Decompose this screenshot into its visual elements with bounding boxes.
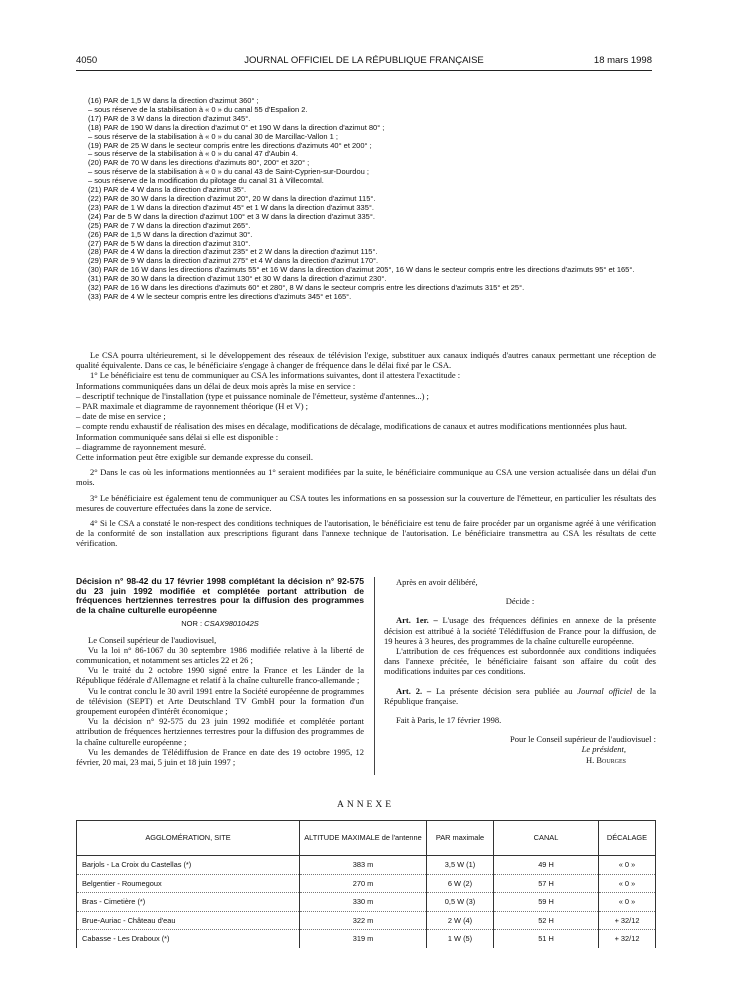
- nor-label: NOR :: [181, 619, 203, 629]
- paragraph: 4° Si le CSA a constaté le non-respect des conditions techniques de l'autorisation, le bénéficiaire est tenu de faire procéder par un organisme agréé à une vérification de la conformité de son installation aux prescriptions figurant dans l'annexe technique de l'autorisation. Le bénéficiaire transmettra au CSA les résultats de cette vérification.: [76, 518, 656, 549]
- article-1: [384, 615, 656, 646]
- altitude-cell: 270 m: [300, 874, 427, 893]
- decalage-cell: « 0 »: [599, 893, 656, 912]
- par-cell: 1 W (5): [427, 930, 494, 948]
- footnote-line: – sous réserve de la stabilisation à « 0 » du canal 47 d'Aubin 4.: [88, 149, 298, 159]
- site-cell: Cabasse - Les Draboux (*): [77, 930, 300, 948]
- paragraph: 3° Le bénéficiaire est également tenu de communiquer au CSA toutes les informations en sa possession sur la couverture de l'émetteur, en particulier les résultats des mesures de couverture effectuées dans la zone de service.: [76, 492, 656, 513]
- site-cell: Brue-Auriac - Château d'eau: [77, 911, 300, 930]
- paragraph: Vu le traité du 2 octobre 1990 signé entre la France et les Länder de la République fédérale d'Allemagne et relatif à la chaîne culturelle franco-allemande ;: [76, 665, 364, 686]
- article-text: de la République française.: [384, 685, 656, 706]
- paragraph: 2° Dans le cas où les informations mentionnées au 1° seraient modifiées par la suite, le bénéficiaire communique au CSA une version actualisée dans un délai d'un mois.: [76, 467, 656, 488]
- annexe-table: [76, 820, 656, 948]
- list-item: – diagramme de rayonnement mesuré.: [76, 441, 207, 452]
- altitude-cell: 330 m: [300, 893, 427, 912]
- list-item: – descriptif technique de l'installation (type et puissance nominale de l'émetteur, système d'antennes...) ;: [76, 390, 429, 401]
- footnote-line: (16) PAR de 1,5 W dans la direction d'azimut 360° ;: [88, 96, 259, 105]
- footnote-line: (28) PAR de 4 W dans la direction d'azimut 235° et 2 W dans la direction d'azimut 115°.: [88, 247, 378, 257]
- paragraph: Après en avoir délibéré,: [396, 577, 478, 587]
- site-cell: Bras - Cimetière (*): [77, 893, 300, 912]
- page-header: [76, 55, 652, 69]
- publication-date: 18 mars 1998: [593, 55, 652, 66]
- par-cell: 2 W (4): [427, 911, 494, 930]
- header-rule: [76, 70, 652, 71]
- site-cell: Barjols - La Croix du Castellas (*): [77, 856, 300, 875]
- footnote-line: (19) PAR de 25 W dans le secteur compris entre les directions d'azimuts 40° et 200° ;: [88, 140, 372, 150]
- paragraph: Vu la loi n° 86-1067 du 30 septembre 1986 modifiée relative à la liberté de communication, et notamment ses articles 22 et 26 ;: [76, 644, 364, 665]
- canal-cell: 52 H: [494, 911, 599, 930]
- footnote-line: (33) PAR de 4 W le secteur compris entre les directions d'azimuts 345° et 165°.: [88, 291, 352, 301]
- journal-reference: Journal officiel: [577, 685, 633, 696]
- signature-role-wrap: [384, 744, 656, 754]
- paragraph: Vu la décision n° 92-575 du 23 juin 1992 modifiée et complétée portant attribution de fréquences hertziennes terrestres pour la diffusion des programmes de la chaîne culturelle européenne ;: [76, 716, 364, 747]
- footnote-line: (31) PAR de 30 W dans la direction d'azimut 130° et 30 W dans la direction d'azimut 230°.: [88, 274, 387, 284]
- footnote-line: (26) PAR de 1,5 W dans la direction d'azimut 30°.: [88, 229, 253, 239]
- footnote-line: – sous réserve de la stabilisation à « 0 » du canal 30 de Marcillac-Vallon 1 ;: [88, 131, 339, 141]
- decalage-cell: « 0 »: [599, 856, 656, 875]
- decalage-cell: + 32/12: [599, 911, 656, 930]
- column-header: DÉCALAGE: [599, 821, 656, 856]
- decalage-cell: « 0 »: [599, 874, 656, 893]
- signature-name: H. Bourges: [585, 754, 626, 765]
- altitude-cell: 319 m: [300, 930, 427, 948]
- paragraph: 1° Le bénéficiaire est tenu de communiquer au CSA les informations suivantes, dont il attestera l'exactitude :: [90, 370, 461, 381]
- paragraph: Cette information peut être exigible sur demande expresse du conseil.: [76, 452, 313, 463]
- paragraph: Le CSA pourra ultérieurement, si le développement des réseaux de télévision l'exige, substituer aux canaux indiqués d'autres canaux permettant une réception de qualité équivalente. Dans ce cas, le bénéficiaire s'engage à changer de fréquence dans le délai fixé par le CSA.: [76, 350, 656, 371]
- table-row: [77, 856, 656, 875]
- column-header: CANAL: [494, 821, 599, 856]
- footnote-line: (20) PAR de 70 W dans les directions d'azimuts 80°, 200° et 320° ;: [88, 158, 310, 168]
- paragraph: Vu les demandes de Télédiffusion de France en date des 19 octobre 1995, 12 février, 20 mai, 23 mai, 5 juin et 18 juin 1997 ;: [76, 746, 364, 768]
- column-divider: [374, 577, 375, 775]
- list-item: – PAR maximale et diagramme de rayonnement théorique (H et V) ;: [76, 401, 309, 412]
- column-header: PAR maximale: [427, 821, 494, 856]
- decision-title: Décision n° 98-42 du 17 février 1998 complétant la décision n° 92-575 du 23 juin 1992 modifiée et complétée portant attribution de fréquences hertziennes terrestres pour la diffusion des programmes de la chaîne culturelle européenne: [76, 576, 364, 615]
- footnote-line: – sous réserve de la stabilisation à « 0 » du canal 55 d'Espalion 2.: [88, 104, 308, 114]
- column-header: AGGLOMÉRATION, SITE: [77, 821, 300, 856]
- footnote-line: (29) PAR de 9 W dans la direction d'azimut 275° et 4 W dans la direction d'azimut 170°.: [88, 256, 379, 266]
- column-header: ALTITUDE MAXIMALE de l'antenne: [300, 821, 427, 856]
- journal-title: JOURNAL OFFICIEL DE LA RÉPUBLIQUE FRANÇAISE: [244, 55, 484, 66]
- footnote-list: [88, 97, 658, 302]
- table-row: [77, 930, 656, 948]
- footnote-line: (27) PAR de 5 W dans la direction d'azimut 310°.: [88, 238, 251, 248]
- annexe-title: ANNEXE: [336, 800, 395, 810]
- altitude-cell: 322 m: [300, 911, 427, 930]
- list-item: – date de mise en service ;: [76, 411, 166, 422]
- table-row: [77, 874, 656, 893]
- altitude-cell: 383 m: [300, 856, 427, 875]
- footnote-line: (24) Par de 5 W dans la direction d'azimut 100° et 3 W dans la direction d'azimut 335°.: [88, 211, 375, 221]
- paragraph: Informations communiquées dans un délai de deux mois après la mise en service :: [76, 380, 356, 391]
- site-cell: Belgentier - Roumegoux: [77, 874, 300, 893]
- footnote-line: (32) PAR de 16 W dans les directions d'azimuts 60° et 280°, 8 W dans le secteur compris entre les directions d'azimuts 315° et 25°.: [88, 283, 525, 293]
- decalage-cell: + 32/12: [599, 930, 656, 948]
- table-row: [77, 893, 656, 912]
- paragraph: L'attribution de ces fréquences est subordonnée aux conditions indiquées dans l'annexe précitée, le bénéficiaire faisant son affaire du coût des modifications induites par ces conditions.: [384, 646, 656, 677]
- canal-cell: 49 H: [494, 856, 599, 875]
- paragraph: Le Conseil supérieur de l'audiovisuel,: [88, 634, 217, 645]
- par-cell: 3,5 W (1): [427, 856, 494, 875]
- canal-cell: 59 H: [494, 893, 599, 912]
- signature-place-date: Fait à Paris, le 17 février 1998.: [396, 715, 502, 726]
- article-2: [384, 686, 656, 706]
- footnote-line: – sous réserve de la stabilisation à « 0 » du canal 43 de Saint-Cyprien-sur-Dourdou ;: [88, 167, 369, 177]
- footnote-line: (30) PAR de 16 W dans les directions d'azimuts 55° et 16 W dans la direction d'azimut 205°, 16 W dans le secteur compris entre les directions d'azimuts 95° et 165°.: [88, 265, 635, 275]
- canal-cell: 57 H: [494, 874, 599, 893]
- footnote-line: (25) PAR de 7 W dans la direction d'azimut 265°.: [88, 220, 251, 230]
- decision-right-column: [384, 577, 656, 765]
- article-text: L'usage des fréquences définies en annexe de la présente décision est attribué à la société Télédiffusion de France pour la diffusion, de 19 heures à 3 heures, des programmes de la chaîne culturelle européenne.: [384, 615, 656, 646]
- nor-reference: [76, 619, 364, 629]
- footnote-line: (18) PAR de 190 W dans la direction d'azimut 0° et 190 W dans la direction d'azimut 80° ;: [88, 122, 385, 132]
- nor-code: CSAX9801042S: [204, 619, 259, 629]
- table-header-row: [77, 821, 656, 856]
- footnote-line: (17) PAR de 3 W dans la direction d'azimut 345°.: [88, 113, 251, 123]
- footnote-line: (22) PAR de 30 W dans la direction d'azimut 20°, 20 W dans la direction d'azimut 115°.: [88, 193, 376, 203]
- list-item: – compte rendu exhaustif de réalisation des mises en décalage, modifications de décalage, modifications de canaux et autres modifications mentionnées plus haut.: [76, 421, 627, 432]
- paragraph: Vu le contrat conclu le 30 avril 1991 entre la Société européenne de programmes de télévision (SEPT) et Arte Deutschland TV GmbH pour la formation d'un groupement européen d'intérêt économique ;: [76, 685, 364, 716]
- footnote-line: (23) PAR de 1 W dans la direction d'azimut 45° et 1 W dans la direction d'azimut 335°.: [88, 202, 374, 212]
- decide-heading: Décide :: [505, 596, 535, 607]
- article-label: Art. 1er. –: [396, 615, 438, 626]
- article-label: Art. 2. –: [396, 685, 432, 696]
- table-row: [77, 911, 656, 930]
- canal-cell: 51 H: [494, 930, 599, 948]
- decision-left-column: [76, 577, 364, 767]
- footnote-line: – sous réserve de la modification du pilotage du canal 31 à Villecomtal.: [88, 176, 324, 186]
- par-cell: 6 W (2): [427, 874, 494, 893]
- signature-role: Le président,: [581, 744, 626, 755]
- signature-org: Pour le Conseil supérieur de l'audiovisuel :: [509, 734, 656, 745]
- par-cell: 0,5 W (3): [427, 893, 494, 912]
- paragraph: Information communiquée sans délai si elle est disponible :: [76, 431, 279, 442]
- footnote-line: (21) PAR de 4 W dans la direction d'azimut 35°.: [88, 185, 247, 195]
- page-number: 4050: [76, 55, 98, 66]
- article-text: La présente décision sera publiée au: [435, 685, 573, 696]
- conditions-section: [76, 350, 656, 549]
